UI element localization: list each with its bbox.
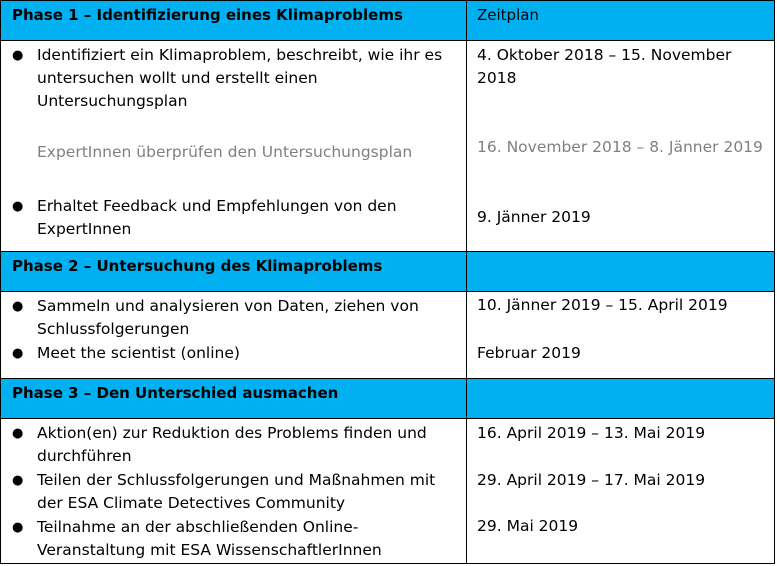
date-text: 29. April 2019 – 17. Mai 2019 xyxy=(477,471,706,489)
list-item-muted xyxy=(37,141,457,164)
bullet-icon: ● xyxy=(12,520,24,535)
task-text: Erhaltet Feedback und Empfehlungen von den ExpertInnen xyxy=(37,197,397,238)
bullet-icon: ● xyxy=(12,299,24,314)
bullet-icon: ● xyxy=(12,346,24,361)
task-text: Sammeln und analysieren von Daten, ziehen von Schlussfolgerungen xyxy=(37,297,419,338)
task-text: Teilen der Schlussfolgerungen und Maßnahmen mit der ESA Climate Detectives Community xyxy=(37,471,436,512)
date-text: 10. Jänner 2019 – 15. April 2019 xyxy=(477,296,728,314)
list-item xyxy=(12,469,457,515)
date-text: 29. Mai 2019 xyxy=(477,517,579,535)
list-item xyxy=(12,195,457,241)
phase2-title: Phase 2 – Untersuchung des Klimaproblems xyxy=(12,257,383,275)
phase2-body-row xyxy=(0,291,775,379)
date-text: 16. April 2019 – 13. Mai 2019 xyxy=(477,424,706,442)
date-text: Februar 2019 xyxy=(477,344,581,362)
phase2-title-cell xyxy=(0,251,467,292)
phase2-tasks-cell xyxy=(0,291,467,379)
phase1-header-row xyxy=(0,0,775,41)
phase3-title-cell xyxy=(0,378,467,419)
bullet-icon: ● xyxy=(12,473,24,488)
phase2-header-row xyxy=(0,251,775,292)
list-item xyxy=(12,44,457,113)
list-item xyxy=(12,516,457,562)
phase3-empty-cell xyxy=(466,378,775,419)
phase3-body-row xyxy=(0,418,775,564)
task-text: Meet the scientist (online) xyxy=(37,344,240,362)
phase2-dates-cell xyxy=(466,291,775,379)
list-item xyxy=(12,295,457,341)
phase3-title: Phase 3 – Den Unterschied ausmachen xyxy=(12,384,339,402)
list-item xyxy=(12,342,457,365)
bullet-icon: ● xyxy=(12,48,24,63)
date-text-muted: 16. November 2018 – 8. Jänner 2019 xyxy=(477,138,763,156)
zeitplan-label: Zeitplan xyxy=(477,6,539,24)
phase1-dates-cell xyxy=(466,40,775,252)
bullet-icon: ● xyxy=(12,426,24,441)
phase3-header-row xyxy=(0,378,775,419)
task-text: Teilnahme an der abschließenden Online-Veranstaltung mit ESA WissenschaftlerInnen xyxy=(37,518,382,559)
phase3-tasks-cell xyxy=(0,418,467,564)
list-item xyxy=(12,422,457,468)
phase1-tasks-cell xyxy=(0,40,467,252)
bullet-icon: ● xyxy=(12,199,24,214)
zeitplan-cell xyxy=(466,0,775,41)
phase1-title-cell xyxy=(0,0,467,41)
phase2-empty-cell xyxy=(466,251,775,292)
date-text: 4. Oktober 2018 – 15. November 2018 xyxy=(477,46,732,87)
phase1-title: Phase 1 – Identifizierung eines Klimaproblems xyxy=(12,6,403,24)
task-text: Identifiziert ein Klimaproblem, beschreibt, wie ihr es untersuchen wollt und erstellt einen Untersuchungsplan xyxy=(37,46,443,110)
task-text: Aktion(en) zur Reduktion des Problems finden und durchführen xyxy=(37,424,427,465)
task-text: ExpertInnen überprüfen den Untersuchungsplan xyxy=(37,143,413,161)
date-text: 9. Jänner 2019 xyxy=(477,208,591,226)
phase1-body-row xyxy=(0,40,775,252)
phase3-dates-cell xyxy=(466,418,775,564)
